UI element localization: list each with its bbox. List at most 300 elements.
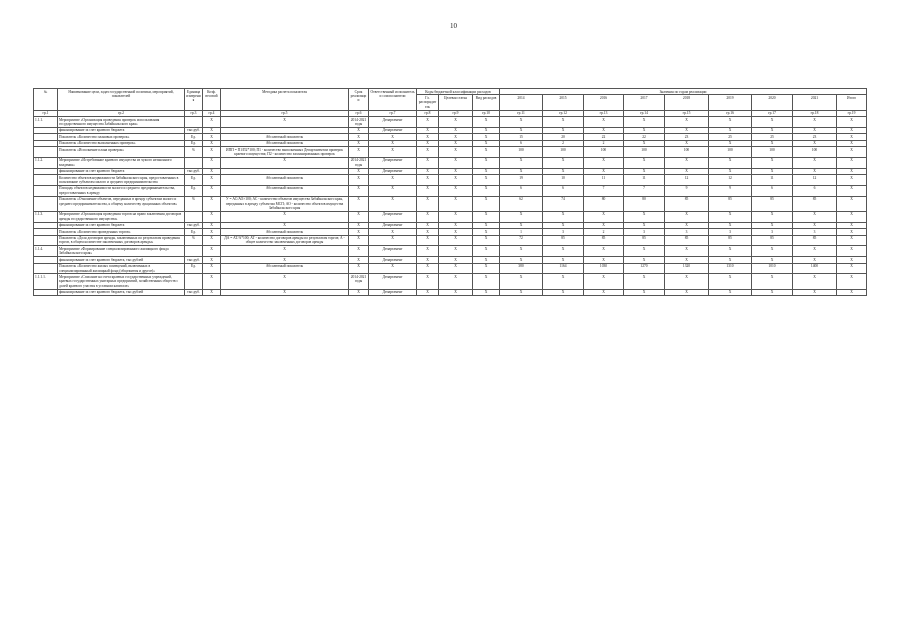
table-cell: X (752, 289, 793, 295)
column-number: гр.12 (543, 110, 584, 116)
table-cell: X (837, 235, 867, 246)
table-cell: 85 (709, 235, 752, 246)
table-cell: X (349, 168, 369, 174)
table-cell: 1.1.1.1. (34, 274, 58, 289)
table-cell: X (349, 196, 369, 211)
table-cell: ИПП = П1/П2*100; П1 - количество выполненных Департаментом проверок краевого имущества; П2 - количество запланированных проверок (221, 147, 349, 158)
header-resp: Ответственный исполнитель и соисполнители (369, 89, 417, 111)
header-year: 2021 (793, 95, 837, 110)
table-cell: X (709, 274, 752, 289)
table-cell: X (837, 289, 867, 295)
table-cell: X (584, 157, 624, 168)
table-cell: 1030 (584, 263, 624, 274)
table-cell: X (473, 168, 500, 174)
table-cell: Департамент (369, 289, 417, 295)
table-row (34, 246, 867, 257)
table-cell: X (793, 140, 837, 146)
table-cell: X (439, 211, 473, 222)
header-kbk-sub: Гл. распорядитель (417, 95, 439, 110)
table-cell: X (793, 127, 837, 133)
table-cell: 12 (665, 175, 709, 186)
table-cell: X (752, 222, 793, 228)
table-cell: Показатель «Доля договоров аренды, заключенных по результатам проведения торгов, в общем количестве заключенных договоров аренды» (58, 235, 185, 246)
table-cell: Мероприятие «Организация проведения проверок использования государственного имущества Забайкальского края» (58, 117, 185, 128)
table-cell: 20 (543, 134, 584, 140)
table-cell: X (417, 274, 439, 289)
table-cell: X (584, 257, 624, 263)
table-cell: X (439, 222, 473, 228)
table-cell: 2014-2021 годы (349, 157, 369, 168)
header-year: 2016 (584, 95, 624, 110)
table-cell: X (500, 246, 543, 257)
table-cell: X (837, 196, 867, 211)
table-cell: X (439, 246, 473, 257)
table-cell: Абсолютный показатель (221, 263, 349, 274)
table-cell: 22 (584, 134, 624, 140)
table-cell: X (473, 263, 500, 274)
table-cell: X (665, 289, 709, 295)
header-total: Итого (837, 95, 867, 110)
table-cell: 85 (752, 235, 793, 246)
table-cell: X (837, 246, 867, 257)
table-cell: X (500, 117, 543, 128)
column-number: гр.17 (752, 110, 793, 116)
table-cell: Департамент (369, 274, 417, 289)
table-cell: Ед. (185, 185, 203, 196)
table-cell: X (439, 147, 473, 158)
table-cell: 19 (500, 175, 543, 186)
header-year: 2018 (665, 95, 709, 110)
table-row (34, 157, 867, 168)
table-cell: X (473, 127, 500, 133)
table-cell: X (203, 185, 221, 196)
table-cell: 12 (709, 175, 752, 186)
table-cell: Мероприятие «Организация проведения торгов на право заключения договоров аренды государственного имущества» (58, 211, 185, 222)
header-no: № (34, 89, 58, 111)
table-cell: X (624, 246, 665, 257)
table-cell: X (709, 257, 752, 263)
table-cell: X (837, 168, 867, 174)
table-cell: X (793, 222, 837, 228)
table-cell: X (369, 147, 417, 158)
table-cell (185, 274, 203, 289)
table-cell: X (543, 289, 584, 295)
table-cell: X (203, 127, 221, 133)
table-cell: X (624, 157, 665, 168)
table-row (34, 117, 867, 128)
table-cell: X (439, 134, 473, 140)
table-cell: 85 (584, 235, 624, 246)
table-cell: 80 (624, 196, 665, 211)
table-cell: X (349, 235, 369, 246)
table-cell: Департамент (369, 157, 417, 168)
table-cell: X (203, 229, 221, 235)
table-cell: Абсолютный показатель (221, 134, 349, 140)
table-cell: 23 (665, 134, 709, 140)
table-cell: X (439, 235, 473, 246)
header-year: 2015 (543, 95, 584, 110)
table-cell: тыс.руб. (185, 168, 203, 174)
table-cell: X (439, 127, 473, 133)
table-cell: X (221, 117, 349, 128)
table-cell: X (709, 211, 752, 222)
table-cell: X (369, 263, 417, 274)
table-cell: 100 (665, 147, 709, 158)
table-cell: X (665, 257, 709, 263)
table-cell: X (793, 117, 837, 128)
table-cell: Площадь объектов недвижимости малого и среднего предпринимательства, предоставленных в аренду (58, 185, 185, 196)
table-cell: 100 (500, 147, 543, 158)
column-number: гр.10 (473, 110, 500, 116)
table-cell: 7 (584, 185, 624, 196)
table-cell: X (624, 257, 665, 263)
table-cell: Абсолютный показатель (221, 185, 349, 196)
table-cell: X (203, 257, 221, 263)
table-cell: X (439, 196, 473, 211)
table-cell (34, 147, 58, 158)
table-cell: Абсолютный показатель (221, 175, 349, 186)
table-cell: X (349, 289, 369, 295)
table-cell: X (500, 157, 543, 168)
table-cell: X (837, 157, 867, 168)
header-coef: Коэф. весовой (203, 89, 221, 111)
table-cell: X (349, 185, 369, 196)
table-cell: X (203, 211, 221, 222)
table-cell: X (221, 222, 349, 228)
table-cell: X (752, 140, 793, 146)
table-cell: X (709, 289, 752, 295)
table-cell: X (349, 175, 369, 186)
table-cell: тыс.руб. (185, 257, 203, 263)
header-year: 2014 (500, 95, 543, 110)
column-number: гр.4 (203, 110, 221, 116)
table-cell: финансирование за счет краевого бюджета (58, 168, 185, 174)
table-cell: X (473, 175, 500, 186)
table-cell: X (417, 229, 439, 235)
table-cell: X (543, 168, 584, 174)
table-cell: 9 (709, 185, 752, 196)
table-cell: 100 (709, 147, 752, 158)
table-cell: 85 (665, 196, 709, 211)
table-cell: У = АС/АО×100; АС - количество объектов имущества Забайкальского края, переданных в аренду субъектам МСП; АО - количество объектов имущества Забайкальского края (221, 196, 349, 211)
table-cell: 11 (752, 175, 793, 186)
table-cell: X (203, 168, 221, 174)
table-cell: X (473, 185, 500, 196)
table-cell: X (837, 134, 867, 140)
table-cell: 9 (665, 185, 709, 196)
table-cell: 1 (500, 229, 543, 235)
table-cell: X (584, 289, 624, 295)
table-cell: X (665, 168, 709, 174)
table-cell (185, 157, 203, 168)
table-cell: X (752, 117, 793, 128)
table-cell: X (752, 127, 793, 133)
table-cell: 2014-2021 годы (349, 117, 369, 128)
table-cell: 3 (543, 229, 584, 235)
table-cell: 6 (793, 185, 837, 196)
table-cell: 3 (752, 229, 793, 235)
table-cell: X (369, 229, 417, 235)
table-cell: 100 (793, 147, 837, 158)
table-cell: 1310 (709, 263, 752, 274)
table-cell: Ед. (185, 140, 203, 146)
table-cell: 100 (752, 147, 793, 158)
table-cell: X (417, 168, 439, 174)
table-cell: 85 (665, 235, 709, 246)
table-cell: X (837, 257, 867, 263)
table-cell: X (624, 274, 665, 289)
table-cell: X (349, 134, 369, 140)
table-cell: 1320 (665, 263, 709, 274)
table-cell: 85 (543, 235, 584, 246)
table-cell: X (837, 222, 867, 228)
table-cell: 1270 (624, 263, 665, 274)
table-cell: 6 (500, 140, 543, 146)
table-cell: X (837, 147, 867, 158)
table-cell: X (439, 157, 473, 168)
table-cell: X (752, 168, 793, 174)
table-cell: Департамент (369, 222, 417, 228)
table-cell: 2014-2021 годы (349, 274, 369, 289)
table-cell: Департамент (369, 257, 417, 263)
table-cell: 380 (500, 263, 543, 274)
column-number: гр.5 (221, 110, 349, 116)
table-cell: 72 (500, 235, 543, 246)
table-cell: X (584, 168, 624, 174)
table-cell: X (793, 289, 837, 295)
table-cell: Показатель «Количество проведенных торгов» (58, 229, 185, 235)
table-cell: X (665, 140, 709, 146)
table-cell: X (417, 185, 439, 196)
table-cell: 100 (584, 147, 624, 158)
table-cell: X (439, 185, 473, 196)
table-cell: X (665, 157, 709, 168)
table-cell: X (543, 157, 584, 168)
table-cell: X (417, 175, 439, 186)
table-row (34, 211, 867, 222)
header-kbk: Коды бюджетной классификации расходов (417, 89, 500, 95)
table-cell: X (752, 211, 793, 222)
table-cell: X (837, 175, 867, 186)
table-cell: X (349, 263, 369, 274)
column-number: гр.18 (793, 110, 837, 116)
table-cell: Количество объектов недвижимости Забайкальского края, предоставленных в пользование субъектам малого и среднего предпринимательства (58, 175, 185, 186)
table-cell: X (203, 117, 221, 128)
table-cell: X (837, 229, 867, 235)
column-number: гр.7 (369, 110, 417, 116)
table-cell: X (439, 274, 473, 289)
table-row (34, 274, 867, 289)
table-cell (34, 289, 58, 295)
table-cell: Показатель «Количество плановых проверок» (58, 134, 185, 140)
table-cell: X (709, 246, 752, 257)
table-cell: X (417, 140, 439, 146)
table-cell: X (665, 246, 709, 257)
header-unit: Единица измерения (185, 89, 203, 111)
table-cell: X (793, 274, 837, 289)
table-cell: X (473, 235, 500, 246)
table-cell: X (584, 246, 624, 257)
table-cell: X (837, 274, 867, 289)
table-cell: тыс.руб. (185, 289, 203, 295)
table-cell: финансирование за счет краевого бюджета (58, 222, 185, 228)
header-kbk-sub: Вид расходов (473, 95, 500, 110)
table-cell: X (203, 274, 221, 289)
table-cell: X (417, 196, 439, 211)
table-cell: 1.1.3. (34, 211, 58, 222)
table-cell: X (473, 229, 500, 235)
table-cell: 7 (624, 185, 665, 196)
table-cell: Департамент (369, 246, 417, 257)
table-cell: финансирование за счет краевого бюджета, тыс.рублей (58, 289, 185, 295)
table-cell: X (417, 263, 439, 274)
column-number: гр.1 (34, 110, 58, 116)
table-cell: 6 (752, 185, 793, 196)
program-table (33, 88, 867, 296)
table-row (34, 263, 867, 274)
table-cell: 1.1.4. (34, 246, 58, 257)
table-cell (34, 263, 58, 274)
table-cell: X (369, 175, 417, 186)
column-number: гр.8 (417, 110, 439, 116)
table-cell: 100 (543, 147, 584, 158)
table-cell: X (584, 211, 624, 222)
table-cell: 62 (500, 196, 543, 211)
table-cell: X (349, 246, 369, 257)
table-cell: X (793, 211, 837, 222)
table-cell: Ед. (185, 229, 203, 235)
table-cell: X (473, 134, 500, 140)
table-cell: X (203, 157, 221, 168)
table-cell: X (439, 168, 473, 174)
table-cell: финансирование за счет краевого бюджета, тыс.рублей (58, 257, 185, 263)
table-cell: X (543, 117, 584, 128)
table-cell: X (203, 140, 221, 146)
table-cell: X (349, 127, 369, 133)
table-cell: % (185, 147, 203, 158)
table-cell: X (543, 246, 584, 257)
table-cell: X (221, 289, 349, 295)
table-cell: X (417, 222, 439, 228)
table-cell: X (793, 257, 837, 263)
table-cell: 12 (793, 175, 837, 186)
table-cell: X (665, 117, 709, 128)
table-cell: X (543, 211, 584, 222)
table-cell: X (624, 140, 665, 146)
table-cell: 2 (543, 140, 584, 146)
table-cell: 10 (543, 175, 584, 186)
table-cell: X (752, 157, 793, 168)
table-cell: X (417, 289, 439, 295)
table-cell: X (349, 140, 369, 146)
table-cell: X (624, 222, 665, 228)
table-cell: X (349, 222, 369, 228)
table-cell: Показатель «Количество выполненных проверок» (58, 140, 185, 146)
table-cell: X (369, 140, 417, 146)
column-number: гр.13 (584, 110, 624, 116)
table-cell: X (500, 274, 543, 289)
table-row (34, 147, 867, 158)
table-cell: X (417, 117, 439, 128)
table-cell: 22 (624, 134, 665, 140)
table-cell: Абсолютный показатель (221, 229, 349, 235)
table-cell: 85 (793, 196, 837, 211)
table-cell: X (417, 134, 439, 140)
table-cell (185, 246, 203, 257)
table-cell: X (221, 257, 349, 263)
table-cell: X (709, 168, 752, 174)
table-cell: 1400 (793, 263, 837, 274)
table-cell: X (500, 289, 543, 295)
column-number: гр.3 (185, 110, 203, 116)
table-cell: X (417, 257, 439, 263)
table-cell: финансирование за счет краевого бюджета (58, 127, 185, 133)
table-cell: X (439, 175, 473, 186)
table-row (34, 175, 867, 186)
table-cell: 11 (584, 175, 624, 186)
table-cell: X (500, 168, 543, 174)
table-cell: Ед. (185, 263, 203, 274)
table-cell: X (369, 185, 417, 196)
table-cell: 100 (624, 147, 665, 158)
table-cell: Абсолютный показатель (221, 140, 349, 146)
table-cell: Показатель «Исполнение плана проверок» (58, 147, 185, 158)
table-cell: X (203, 196, 221, 211)
table-cell: X (203, 289, 221, 295)
table-cell: X (665, 274, 709, 289)
table-row (34, 235, 867, 246)
table-cell: X (439, 229, 473, 235)
table-cell: X (837, 263, 867, 274)
table-cell: X (584, 274, 624, 289)
table-cell: Департамент (369, 117, 417, 128)
table-cell: X (837, 127, 867, 133)
column-number: гр.9 (439, 110, 473, 116)
table-cell (34, 185, 58, 196)
table-cell: X (837, 117, 867, 128)
table-cell: Мероприятие «Истребование краевого имущества из чужого незаконного владения» (58, 157, 185, 168)
table-cell (185, 117, 203, 128)
table-cell: Мероприятие «Списание на счета краевых государственных учреждений, краевых государственных унитарных предприятий, хозяйственных обществ с долей краевого участия в уставном капитале» (58, 274, 185, 289)
table-cell: 3 (665, 229, 709, 235)
table-cell: X (473, 147, 500, 158)
table-cell: X (665, 211, 709, 222)
table-cell: X (439, 257, 473, 263)
table-cell: Показатель «Отношение объектов, переданных в аренду субъектам малого и среднего предпринимательства, к общему количеству аукционных объектов» (58, 196, 185, 211)
table-cell: 25 (752, 134, 793, 140)
table-body (34, 117, 867, 296)
table-cell: X (221, 211, 349, 222)
table-cell: X (203, 263, 221, 274)
table-cell: X (203, 222, 221, 228)
table-cell: X (584, 222, 624, 228)
table-cell: X (221, 246, 349, 257)
table-cell: Показатель «Количество жилых помещений, включенных в специализированный жилищный фонд (общежития и другое)» (58, 263, 185, 274)
table-cell: ДА = АТ/А*100; АТ - количество договоров аренды по результатам торгов; А - общее количество заключенных договоров аренды (221, 235, 349, 246)
table-cell: X (473, 274, 500, 289)
table-cell (34, 196, 58, 211)
table-cell: X (543, 274, 584, 289)
table-cell: X (439, 117, 473, 128)
table-cell (34, 175, 58, 186)
table-cell: X (439, 140, 473, 146)
table-cell: X (439, 289, 473, 295)
table-row (34, 196, 867, 211)
header-period: Срок реализации (349, 89, 369, 111)
table-cell: X (837, 185, 867, 196)
table-cell: X (349, 257, 369, 263)
table-cell: X (349, 211, 369, 222)
